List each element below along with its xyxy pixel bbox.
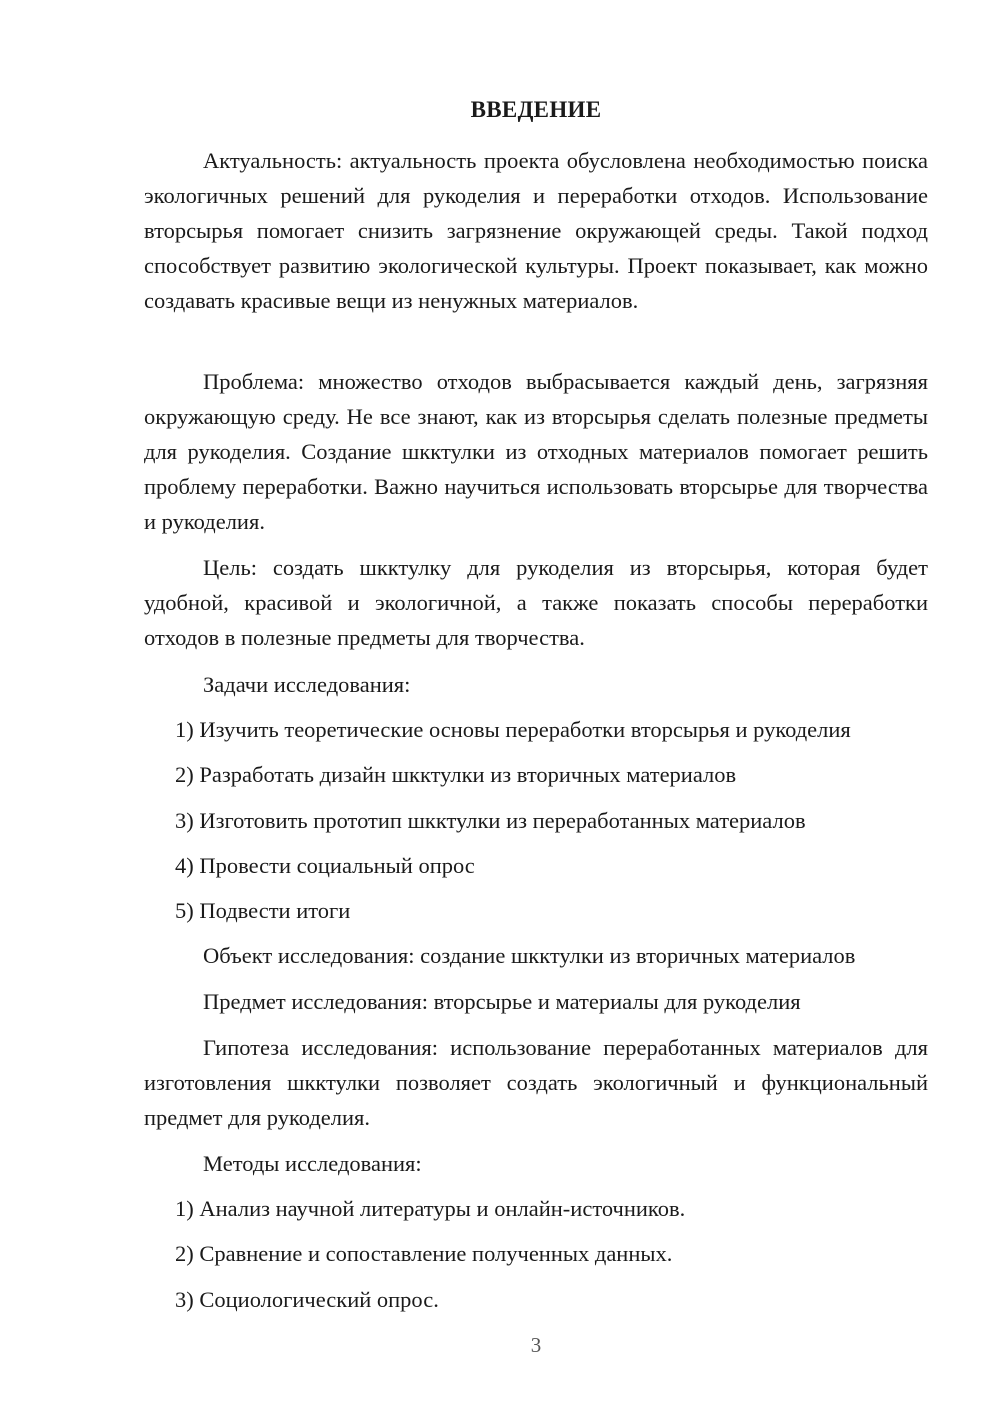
task-item: 5) Подвести итоги xyxy=(175,898,351,923)
task-item: 3) Изготовить прототип шкктулки из переработанных материалов xyxy=(175,808,806,833)
task-item: 2) Разработать дизайн шкктулки из вторичных материалов xyxy=(175,762,737,787)
method-item: 3) Социологический опрос. xyxy=(175,1287,439,1312)
tasks-heading: Задачи исследования: xyxy=(203,672,411,697)
page-title: ВВЕДЕНИЕ xyxy=(470,97,602,122)
methods-heading: Методы исследования: xyxy=(203,1151,422,1176)
page-number: 3 xyxy=(530,1333,542,1357)
subject-line: Предмет исследования: вторсырье и материалы для рукоделия xyxy=(203,989,801,1014)
goal-paragraph: Цель: создать шкктулку для рукоделия из вторсырья, которая будет удобной, красивой и экологичной, а также показать способы переработки отходов в полезные предметы для творчества. xyxy=(144,555,928,650)
hypothesis-paragraph: Гипотеза исследования: использование переработанных материалов для изготовления шкктулки позволяет создать экологичный и функциональный предмет для рукоделия. xyxy=(144,1035,928,1130)
method-item: 2) Сравнение и сопоставление полученных данных. xyxy=(175,1241,673,1266)
task-item: 1) Изучить теоретические основы переработки вторсырья и рукоделия xyxy=(175,717,851,742)
task-item: 4) Провести социальный опрос xyxy=(175,853,475,878)
method-item: 1) Анализ научной литературы и онлайн-источников. xyxy=(175,1196,686,1221)
problem-paragraph: Проблема: множество отходов выбрасывается каждый день, загрязняя окружающую среду. Не все знают, как из вторсырья сделать полезные предметы для рукоделия. Создание шкктулки из отходных материалов помогает решить проблему переработки. Важно научиться использовать вторсырье для творчества и рукоделия. xyxy=(144,369,928,534)
object-line: Объект исследования: создание шкктулки из вторичных материалов xyxy=(203,943,856,968)
actuality-paragraph: Актуальность: актуальность проекта обусловлена необходимостью поиска экологичных решений для рукоделия и переработки отходов. Использование вторсырья помогает снизить загрязнение окружающей среды. Такой подход способствует развитию экологической культуры. Проект показывает, как можно создавать красивые вещи из ненужных материалов. xyxy=(144,148,928,313)
